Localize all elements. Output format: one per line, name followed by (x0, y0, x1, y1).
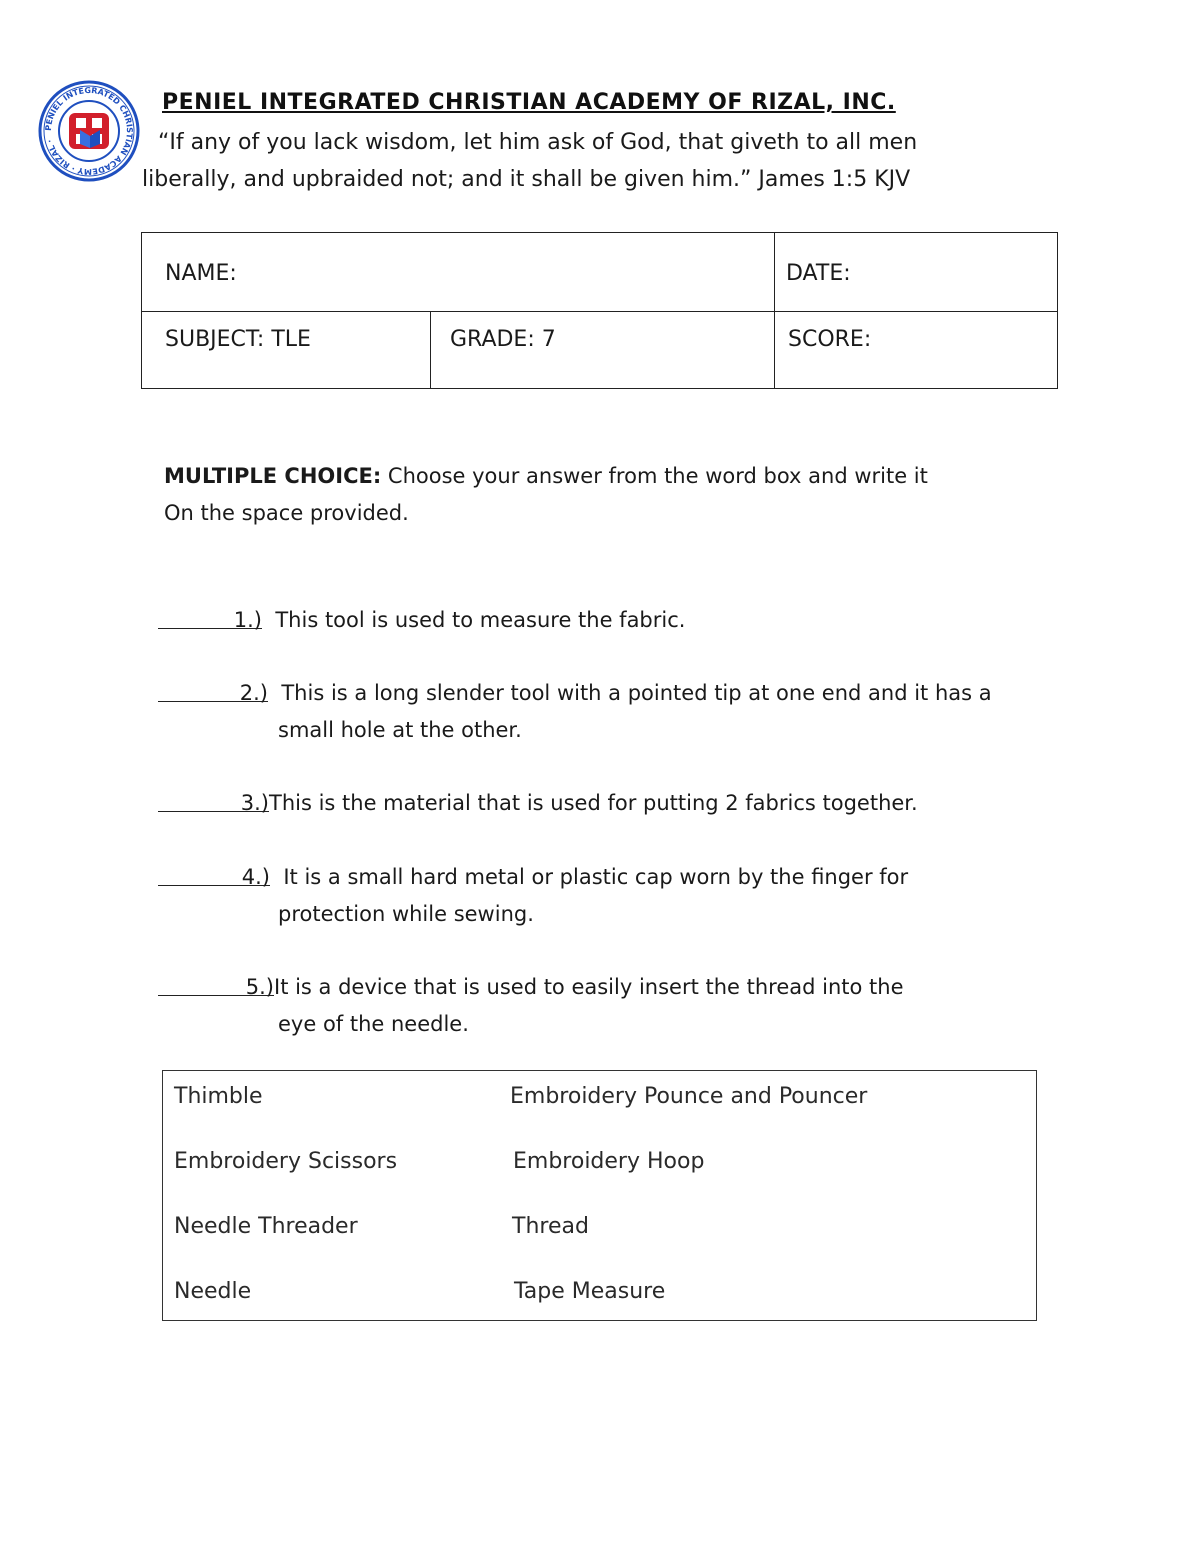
bible-verse-line-2: liberally, and upbraided not; and it shall be given him.” James 1:5 KJV (142, 167, 911, 192)
answer-blank[interactable] (158, 785, 269, 815)
subject-field: SUBJECT: TLE (165, 327, 311, 352)
word-option: Tape Measure (514, 1279, 666, 1304)
word-box (162, 1070, 1037, 1321)
table-divider (430, 311, 431, 388)
word-option: Thread (512, 1214, 589, 1239)
question-number: 3.) (240, 791, 269, 815)
word-option: Embroidery Hoop (513, 1149, 705, 1174)
question-number: 4.) (241, 865, 270, 889)
table-divider (774, 233, 775, 388)
question-number: 1.) (233, 608, 262, 632)
question-item (158, 969, 904, 1043)
question-text-cont: protection while sewing. (278, 902, 534, 926)
word-option: Needle (174, 1279, 252, 1304)
table-divider (142, 311, 1057, 312)
instructions (164, 458, 1084, 532)
instructions-text: Choose your answer from the word box and write it (381, 464, 928, 488)
question-item (158, 675, 992, 749)
answer-blank[interactable] (158, 675, 268, 705)
word-option: Needle Threader (174, 1214, 358, 1239)
school-name: PENIEL INTEGRATED CHRISTIAN ACADEMY OF RIZAL, INC. (162, 90, 896, 115)
question-text: This is the material that is used for putting 2 fabrics together. (269, 791, 918, 815)
word-option: Embroidery Pounce and Pouncer (510, 1084, 868, 1109)
question-text-cont: small hole at the other. (278, 718, 522, 742)
question-text: This is a long slender tool with a pointed tip at one end and it has a (281, 681, 992, 705)
question-number: 5.) (245, 975, 274, 999)
instructions-text-2: On the space provided. (164, 501, 409, 525)
grade-field: GRADE: 7 (450, 327, 556, 352)
question-text: It is a device that is used to easily insert the thread into the (274, 975, 904, 999)
question-text: It is a small hard metal or plastic cap worn by the finger for (283, 865, 909, 889)
answer-blank[interactable] (158, 969, 274, 999)
question-text: This tool is used to measure the fabric. (275, 608, 686, 632)
bible-verse-line-1: “If any of you lack wisdom, let him ask of God, that giveth to all men (158, 130, 918, 155)
question-item (158, 602, 685, 639)
score-field[interactable]: SCORE: (788, 327, 872, 352)
svg-text:PENIEL INTEGRATED CHRISTIAN AC: PENIEL INTEGRATED CHRISTIAN ACADEMY · RIZAL · (43, 85, 135, 177)
answer-blank[interactable] (158, 859, 270, 889)
instructions-lead: MULTIPLE CHOICE: (164, 464, 382, 488)
word-option: Thimble (174, 1084, 263, 1109)
date-field[interactable]: DATE: (786, 261, 851, 286)
word-option: Embroidery Scissors (174, 1149, 398, 1174)
question-number: 2.) (239, 681, 268, 705)
question-text-cont: eye of the needle. (278, 1012, 469, 1036)
question-item (158, 859, 908, 933)
answer-blank[interactable] (158, 602, 262, 632)
question-item (158, 785, 918, 822)
school-seal-logo (38, 80, 140, 182)
name-field[interactable]: NAME: (165, 261, 237, 286)
student-info-table (141, 232, 1058, 389)
